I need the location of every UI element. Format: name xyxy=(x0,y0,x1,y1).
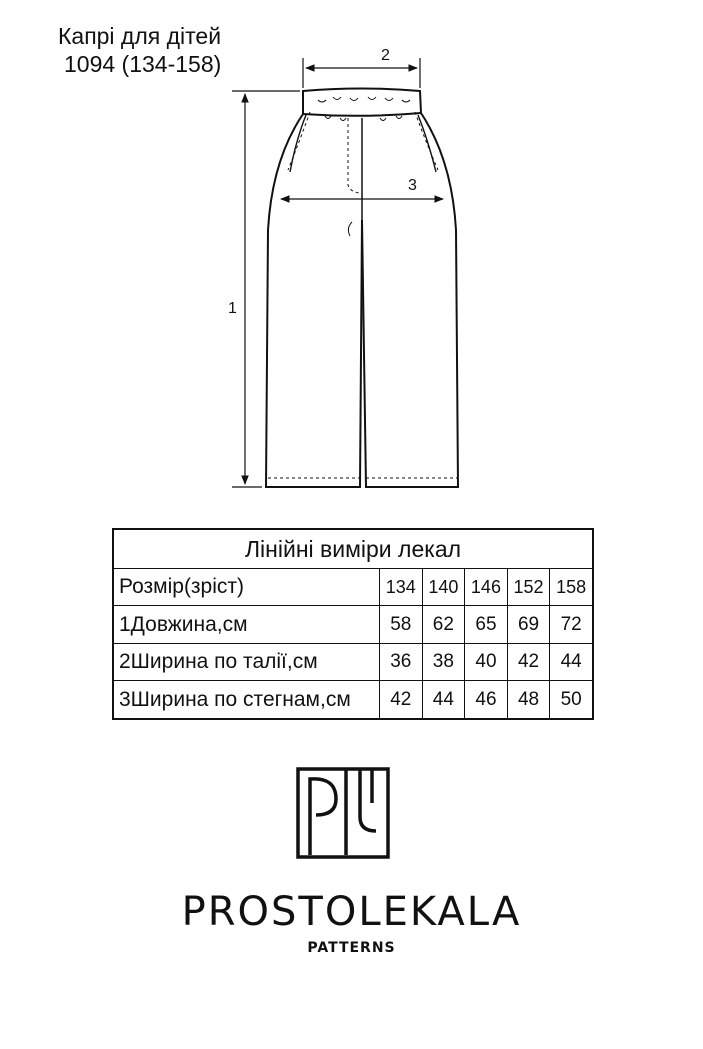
size-cell: 140 xyxy=(422,569,465,606)
product-name: Капрі для дітей xyxy=(58,23,222,49)
measurements-table xyxy=(112,528,594,720)
brand-logo-icon xyxy=(296,767,390,859)
brand-subtitle: PATTERNS xyxy=(307,940,396,956)
product-code: 1094 (134-158) xyxy=(64,51,222,77)
value-cell: 50 xyxy=(550,681,593,719)
row-label: 1Довжина,см xyxy=(113,606,380,643)
value-cell: 58 xyxy=(380,606,423,643)
value-cell: 62 xyxy=(422,606,465,643)
table-row xyxy=(113,681,593,719)
value-cell: 40 xyxy=(465,643,508,680)
row-label: 3Ширина по стегнам,см xyxy=(113,681,380,719)
value-cell: 36 xyxy=(380,643,423,680)
value-cell: 46 xyxy=(465,681,508,719)
brand-name: PROSTOLEKALA xyxy=(181,889,522,935)
pocket-lines xyxy=(290,115,436,172)
row-label: 2Ширина по талії,см xyxy=(113,643,380,680)
hip-dimension-label: 3 xyxy=(408,177,417,194)
value-cell: 44 xyxy=(550,643,593,680)
size-cell: 134 xyxy=(380,569,423,606)
value-cell: 48 xyxy=(507,681,550,719)
table-caption: Лінійні виміри лекал xyxy=(113,529,593,569)
length-dimension-label: 1 xyxy=(228,300,237,317)
table-row xyxy=(113,606,593,643)
value-cell: 65 xyxy=(465,606,508,643)
size-cell: 158 xyxy=(550,569,593,606)
value-cell: 42 xyxy=(380,681,423,719)
trousers-technical-drawing xyxy=(0,0,703,520)
value-cell: 72 xyxy=(550,606,593,643)
value-cell: 69 xyxy=(507,606,550,643)
waist-dimension xyxy=(303,58,420,88)
waist-gathers xyxy=(318,97,410,236)
value-cell: 38 xyxy=(422,643,465,680)
size-cell: 146 xyxy=(465,569,508,606)
value-cell: 44 xyxy=(422,681,465,719)
table-row xyxy=(113,569,593,606)
size-cell: 152 xyxy=(507,569,550,606)
waist-dimension-label: 2 xyxy=(381,47,390,64)
table-row xyxy=(113,643,593,680)
value-cell: 42 xyxy=(507,643,550,680)
size-header: Розмір(зріст) xyxy=(113,569,380,606)
